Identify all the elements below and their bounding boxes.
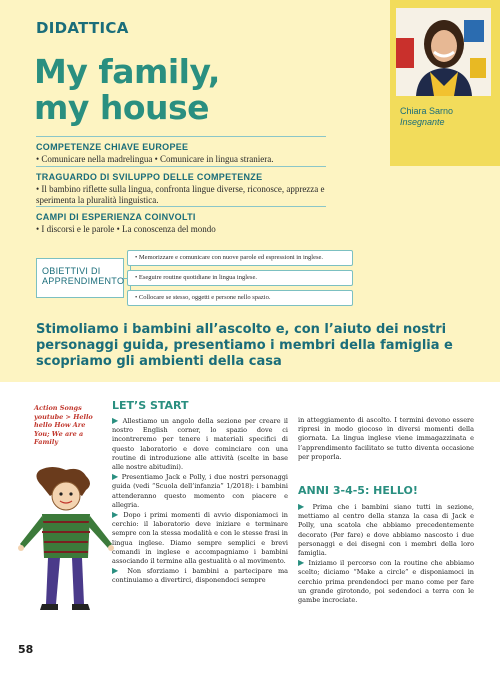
teacher-photo bbox=[396, 8, 491, 96]
obiettivi-label-line-2: APPRENDIMENTO bbox=[42, 276, 125, 286]
section-label: DIDATTICA bbox=[36, 19, 129, 37]
divider bbox=[36, 166, 326, 167]
obiettivo-item: • Collocare se stesso, oggetti e persone nello spazio. bbox=[127, 290, 353, 306]
side-caption: Action Songs youtube > Hello hello How Are You; We are a Family bbox=[34, 404, 93, 446]
lead-paragraph: Stimoliamo i bambini all’ascolto e, con l’aiuto dei nostri personaggi guida, presentiamo i membri della famiglia e scopriamo gli ambienti della casa bbox=[36, 322, 453, 369]
obiettivo-item: • Eseguire routine quotidiane in lingua inglese. bbox=[127, 270, 353, 286]
col2-paragraph: ▶ Prima che i bambini siano tutti in sezione, mettiamo al centro della stanza la casa di Jack e Polly, una scatola che abbiamo precedentemente decorato (Per fare) e dove abbiamo nascosto i due personaggi e dei disegni con i membri della loro famiglia. bbox=[298, 502, 474, 558]
obiettivo-item: • Memorizzare e comunicare con nuove parole ed espressioni in inglese. bbox=[127, 250, 353, 266]
col1-body bbox=[112, 416, 288, 586]
bullet-triangle-icon: ▶ bbox=[112, 566, 122, 576]
competenze-text: • Il bambino riflette sulla lingua, confronta lingue diverse, riconosce, apprezza e sperimenta la pluralità linguistica. bbox=[36, 184, 325, 205]
col1-paragraph: ▶ Dopo i primi momenti di avvio disponiamoci in cerchio: il laboratorio deve iniziare e terminare sempre con la stessa modalità e con le stesse frasi in lingua inglese. Diamo sempre semplici e brevi comandi in inglese e accompagniamo i bambini associando il termine alla gestualità o al movimento. bbox=[112, 510, 288, 566]
col1-paragraph: ▶ Presentiamo Jack e Polly, i due nostri personaggi guida (vedi “Scuola dell’infanzia” 1/2018): i bambini attenderanno questo momento con piacere e allegria. bbox=[112, 472, 288, 509]
col2-intro: in atteggiamento di ascolto. I termini devono essere ripresi in modo giocoso in diversi momenti della giornata. La lingua inglese viene immagazzinata e l’apprendimento facilitato se tutto diventa occasione per proporla. bbox=[298, 416, 474, 461]
title-line-2: my house bbox=[34, 88, 210, 127]
page-title bbox=[34, 54, 220, 126]
col1-paragraph: ▶ Allestiamo un angolo della sezione per creare il nostro English corner, lo spazio dove ci incontreremo per tenere i materiali specifici di questo laboratorio e dove cominciare con una routine di introduzione alle attività (scelte in base alle nostre abitudini). bbox=[112, 416, 288, 472]
col2-body bbox=[298, 502, 474, 605]
divider bbox=[36, 136, 326, 137]
competenze-text: • Comunicare nella madrelingua • Comunicare in lingua straniera. bbox=[36, 154, 274, 164]
competenze-heading: CAMPI DI ESPERIENZA COINVOLTI bbox=[36, 212, 196, 222]
competenze-heading: TRAGUARDO DI SVILUPPO DELLE COMPETENZE bbox=[36, 172, 263, 182]
bullet-triangle-icon: ▶ bbox=[112, 510, 120, 520]
col2-heading: ANNI 3-4-5: HELLO! bbox=[298, 484, 418, 497]
competenze-heading: COMPETENZE CHIAVE EUROPEE bbox=[36, 142, 189, 152]
bullet-triangle-icon: ▶ bbox=[298, 502, 308, 511]
teacher-portrait-image bbox=[396, 8, 491, 96]
obiettivi-label-box bbox=[36, 258, 124, 298]
teacher-role: Insegnante bbox=[400, 117, 445, 127]
obiettivi-label-line-1: OBIETTIVI DI bbox=[42, 266, 101, 276]
divider bbox=[36, 206, 326, 207]
col2-paragraph: ▶ Iniziamo il percorso con la routine che abbiamo scelto; diciamo “Make a circle” e disponiamoci in cerchio prima prendendoci per mano come per fare un grande girotondo, poi sedendoci a terra con le gambe incrociate. bbox=[298, 558, 474, 605]
page-number: 58 bbox=[18, 643, 34, 656]
col1-paragraph: ▶ Non sforziamo i bambini a partecipare ma continuiamo a divertirci, disponendoci sempre bbox=[112, 566, 288, 585]
competenze-block-1 bbox=[36, 136, 326, 165]
bullet-triangle-icon: ▶ bbox=[112, 416, 120, 425]
competenze-block-2 bbox=[36, 166, 326, 206]
competenze-block-3 bbox=[36, 206, 326, 235]
child-drawing bbox=[12, 466, 120, 614]
col1-heading: LET’S START bbox=[112, 399, 189, 412]
bullet-triangle-icon: ▶ bbox=[298, 558, 306, 568]
competenze-text: • I discorsi e le parole • La conoscenza del mondo bbox=[36, 224, 216, 234]
bullet-triangle-icon: ▶ bbox=[112, 472, 119, 482]
child-drawing-figure bbox=[12, 466, 120, 614]
teacher-name: Chiara Sarno bbox=[400, 106, 454, 116]
title-line-1: My family, bbox=[34, 52, 220, 91]
